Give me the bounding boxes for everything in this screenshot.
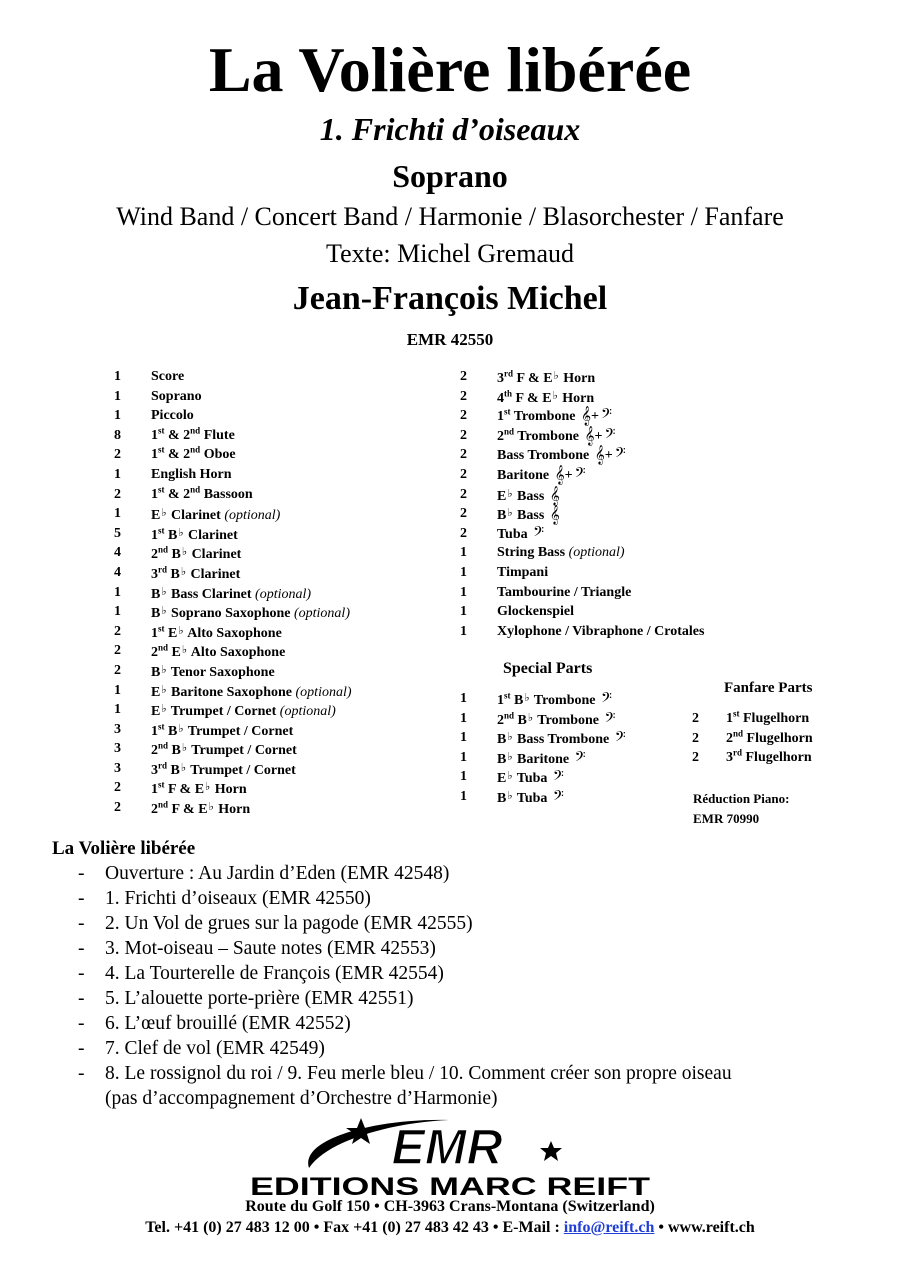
movement-subtitle: 1. Frichti d’oiseaux [319,111,581,147]
instrument-row [460,406,780,426]
series-item [78,861,732,886]
instrument-row [114,759,454,779]
instrument-name: 2nd E♭ Alto Saxophone [151,642,286,661]
instrument-quantity: 2 [460,506,467,522]
instrument-row [460,709,680,729]
instrument-name: Soprano [151,388,202,404]
instrument-quantity: 2 [460,388,467,404]
instrument-name: Xylophone / Vibraphone / Crotales [497,623,705,639]
instrument-name: B♭ Bass Clarinet (optional) [151,585,312,602]
series-item [78,1061,732,1086]
instrument-row [114,465,454,485]
instrument-name: 2nd B♭ Trombone 𝄢 [497,709,616,729]
series-item-text: 8. Le rossignol du roi / 9. Feu merle bleu / 10. Comment créer son propre oiseau [105,1063,732,1084]
instrument-quantity: 2 [692,711,699,726]
series-item [78,1011,732,1036]
instrument-name: B♭ Soprano Saxophone (optional) [151,605,350,622]
instrument-quantity: 1 [114,584,121,600]
instrument-quantity: 4 [114,545,121,561]
series-item-text: 3. Mot-oiseau – Saute notes (EMR 42553) [105,938,436,959]
instrument-quantity: 8 [114,427,121,443]
instrument-row [460,767,680,787]
list-dash: - [78,1038,85,1059]
series-item [78,936,732,961]
instrument-quantity: 2 [114,662,121,678]
page-title: La Volière libérée [208,34,692,105]
instrument-row [114,543,454,563]
series-item [78,961,732,986]
instrument-row [114,700,454,720]
instrument-row [460,465,780,485]
instrument-name: 1st & 2nd Flute [151,425,235,443]
instrument-quantity: 1 [460,623,467,639]
instrument-name: 2nd B♭ Trumpet / Cornet [151,740,297,759]
instrument-quantity: 1 [114,466,121,482]
instrument-quantity: 2 [114,623,121,639]
instrument-row [460,787,680,807]
instrument-name: Tuba 𝄢 [497,523,545,543]
instrument-row [460,563,780,583]
instrument-name: E♭ Clarinet (optional) [151,507,281,524]
special-parts-heading: Special Parts [503,660,593,677]
publisher-logo [249,1108,651,1200]
instrument-name: 2nd Trombone 𝄞+ 𝄢 [497,425,616,445]
instrument-row [692,729,872,749]
instrument-row [114,739,454,759]
instrument-row [460,485,780,505]
series-item [78,911,732,936]
instrument-name: 1st Flugelhorn [726,708,810,726]
instrument-row [692,748,872,768]
instrument-quantity: 2 [114,447,121,463]
instrument-quantity: 1 [460,604,467,620]
instrument-row [114,720,454,740]
instrument-row [460,543,780,563]
instrument-row [460,689,680,709]
instrument-row [692,709,872,729]
instrument-quantity: 1 [460,788,467,804]
series-item-text: 7. Clef de vol (EMR 42549) [105,1038,325,1059]
instrument-name: Bass Trombone 𝄞+ 𝄢 [497,445,626,465]
instrument-name: Score [151,369,185,384]
instrument-quantity: 1 [114,388,121,404]
series-item [78,1036,732,1061]
instrument-quantity: 1 [114,408,121,424]
list-dash: - [78,963,85,984]
instrument-name: E♭ Bass 𝄞 [497,485,560,505]
instrument-name: 1st B♭ Clarinet [151,525,238,543]
instrument-row [114,406,454,426]
instrument-row [460,602,780,622]
instrument-row [114,445,454,465]
publisher-address: Route du Golf 150 • CH-3963 Crans-Montana (Switzerland) [245,1198,655,1215]
instrument-name: 1st & 2nd Oboe [151,444,236,463]
instrument-quantity: 2 [460,408,467,424]
instrument-name: 1st B♭ Trumpet / Cornet [151,721,294,739]
instrument-quantity: 3 [114,741,121,757]
instrument-quantity: 1 [114,506,121,522]
instrument-row [460,367,780,387]
instrument-name: E♭ Baritone Saxophone (optional) [151,683,352,700]
instrument-row [114,485,454,505]
instrument-row [460,622,780,642]
instrument-name: 1st Trombone 𝄞+ 𝄢 [497,406,612,426]
instrument-name: Timpani [497,564,549,580]
instrument-name: 4th F & E♭ Horn [497,387,595,406]
series-item [78,886,732,911]
list-dash: - [78,913,85,934]
list-dash: - [78,1013,85,1034]
series-item [78,986,732,1011]
website: • www.reift.ch [654,1219,755,1236]
special-parts-list [460,689,680,807]
contact-phone-fax: Tel. +41 (0) 27 483 12 00 • Fax +41 (0) 27 483 42 43 • E-Mail : [145,1219,564,1236]
instrument-quantity: 1 [114,682,121,698]
instrument-quantity: 2 [460,466,467,482]
instrument-name: B♭ Tenor Saxophone [151,663,275,680]
instrument-name: 2nd B♭ Clarinet [151,544,242,563]
instrumentation-column-1 [114,367,454,818]
list-dash: - [78,863,85,884]
composer-name: Jean-François Michel [292,280,608,317]
instrument-row [114,681,454,701]
logo-star-left [346,1118,376,1144]
instrument-row [114,622,454,642]
instrument-name: 1st B♭ Trombone 𝄢 [497,690,612,709]
series-item-text: 6. L’œuf brouillé (EMR 42552) [105,1013,351,1034]
instrument-quantity: 1 [460,769,467,785]
series-list [78,861,732,1111]
instrument-name: 1st & 2nd Bassoon [151,483,253,502]
instrument-quantity: 2 [114,780,121,796]
instrument-name: Tambourine / Triangle [497,584,632,600]
series-item-text: 1. Frichti d’oiseaux (EMR 42550) [105,888,371,909]
instrument-row [114,426,454,446]
instrument-quantity: 5 [114,525,121,541]
instrument-name: Piccolo [151,408,194,424]
instrument-quantity: 1 [460,710,467,726]
instrument-quantity: 1 [460,730,467,746]
series-item-text: 4. La Tourterelle de François (EMR 42554) [105,963,444,984]
instrument-quantity: 1 [460,564,467,580]
instrument-quantity: 2 [114,643,121,659]
instrument-name: 3rd B♭ Clarinet [151,564,241,582]
instrument-quantity: 3 [114,721,121,737]
list-dash: - [78,888,85,909]
list-dash: - [78,1063,85,1084]
instrument-row [460,728,680,748]
instrument-name: String Bass (optional) [497,545,625,561]
instrument-name: B♭ Baritone 𝄢 [497,748,586,768]
instrument-quantity: 1 [114,702,121,718]
instrument-name: Glockenspiel [497,604,575,620]
instrument-row [114,798,454,818]
instrument-row [460,445,780,465]
instrument-quantity: 2 [460,369,467,384]
instrument-quantity: 2 [460,447,467,463]
instrument-row [114,641,454,661]
fanfare-parts-heading: Fanfare Parts [724,680,813,696]
instrument-quantity: 2 [692,750,699,766]
text-author: Texte: Michel Gremaud [326,239,574,268]
instrument-row [460,426,780,446]
catalog-number: EMR 42550 [406,330,494,349]
piano-reduction-label: Réduction Piano: [693,791,790,806]
publisher-contact [0,1218,900,1238]
instrument-row [114,387,454,407]
series-heading: La Volière libérée [52,838,196,859]
fanfare-parts-list [692,709,872,768]
instrument-quantity: 1 [460,691,467,706]
instrument-quantity: 1 [460,545,467,561]
instrument-name: 3rd Flugelhorn [726,747,812,766]
instrument-quantity: 2 [460,525,467,541]
instrument-row [114,583,454,603]
instrument-quantity: 1 [460,749,467,765]
instrument-row [114,524,454,544]
email-link[interactable]: info@reift.ch [563,1219,655,1236]
logo-letters: EMR [391,1119,503,1175]
instrument-row [460,504,780,524]
instrument-row [460,748,680,768]
series-note: (pas d’accompagnement d’Orchestre d’Harmonie) [105,1088,498,1109]
instrument-quantity: 4 [114,564,121,580]
instrument-quantity: 1 [460,584,467,600]
piano-reduction [693,789,789,829]
instrument-name: E♭ Tuba 𝄢 [497,768,564,788]
instrument-row [114,661,454,681]
instrument-row [460,524,780,544]
instrument-quantity: 3 [114,760,121,776]
instrument-quantity: 2 [114,800,121,816]
instrument-name: 1st E♭ Alto Saxophone [151,623,282,641]
piano-reduction-catalog: EMR 70990 [693,811,760,826]
instrument-quantity: 2 [114,486,121,502]
instrument-quantity: 1 [114,604,121,620]
instrument-quantity: 2 [460,427,467,443]
instrument-name: E♭ Trumpet / Cornet (optional) [151,703,336,720]
instrument-quantity: 2 [692,730,699,746]
logo-star-right [540,1141,562,1161]
instrument-name: Baritone 𝄞+ 𝄢 [497,464,586,484]
instrument-row [114,367,454,387]
series-item-text: 5. L’alouette porte-prière (EMR 42551) [105,988,414,1009]
instrument-name: 3rd B♭ Trumpet / Cornet [151,760,296,778]
instrument-name: 2nd Flugelhorn [726,727,813,746]
ensemble-line: Wind Band / Concert Band / Harmonie / Blasorchester / Fanfare [116,202,784,231]
instrument-name: 3rd F & E♭ Horn [497,368,596,386]
instrument-row [460,387,780,407]
instrument-quantity: 1 [114,369,121,384]
series-item-text: 2. Un Vol de grues sur la pagode (EMR 42555) [105,913,473,934]
instrument-name: 2nd F & E♭ Horn [151,799,251,818]
instrument-name: 1st F & E♭ Horn [151,779,247,798]
instrument-row [114,602,454,622]
instrument-name: B♭ Bass 𝄞 [497,505,560,525]
instrumentation-column-2 [460,367,780,641]
logo-publisher-name: EDITIONS MARC REIFT [250,1173,650,1200]
series-item-text: Ouverture : Au Jardin d’Eden (EMR 42548) [105,863,450,884]
instrument-row [114,778,454,798]
instrument-row [114,563,454,583]
instrument-name: B♭ Tuba 𝄢 [497,787,564,807]
instrument-row [114,504,454,524]
instrument-name: B♭ Bass Trombone 𝄢 [497,729,626,749]
instrument-name: English Horn [151,466,232,482]
instrument-quantity: 2 [460,486,467,502]
list-dash: - [78,938,85,959]
instrument-row [460,583,780,603]
part-name: Soprano [392,158,508,194]
list-dash: - [78,988,85,1009]
